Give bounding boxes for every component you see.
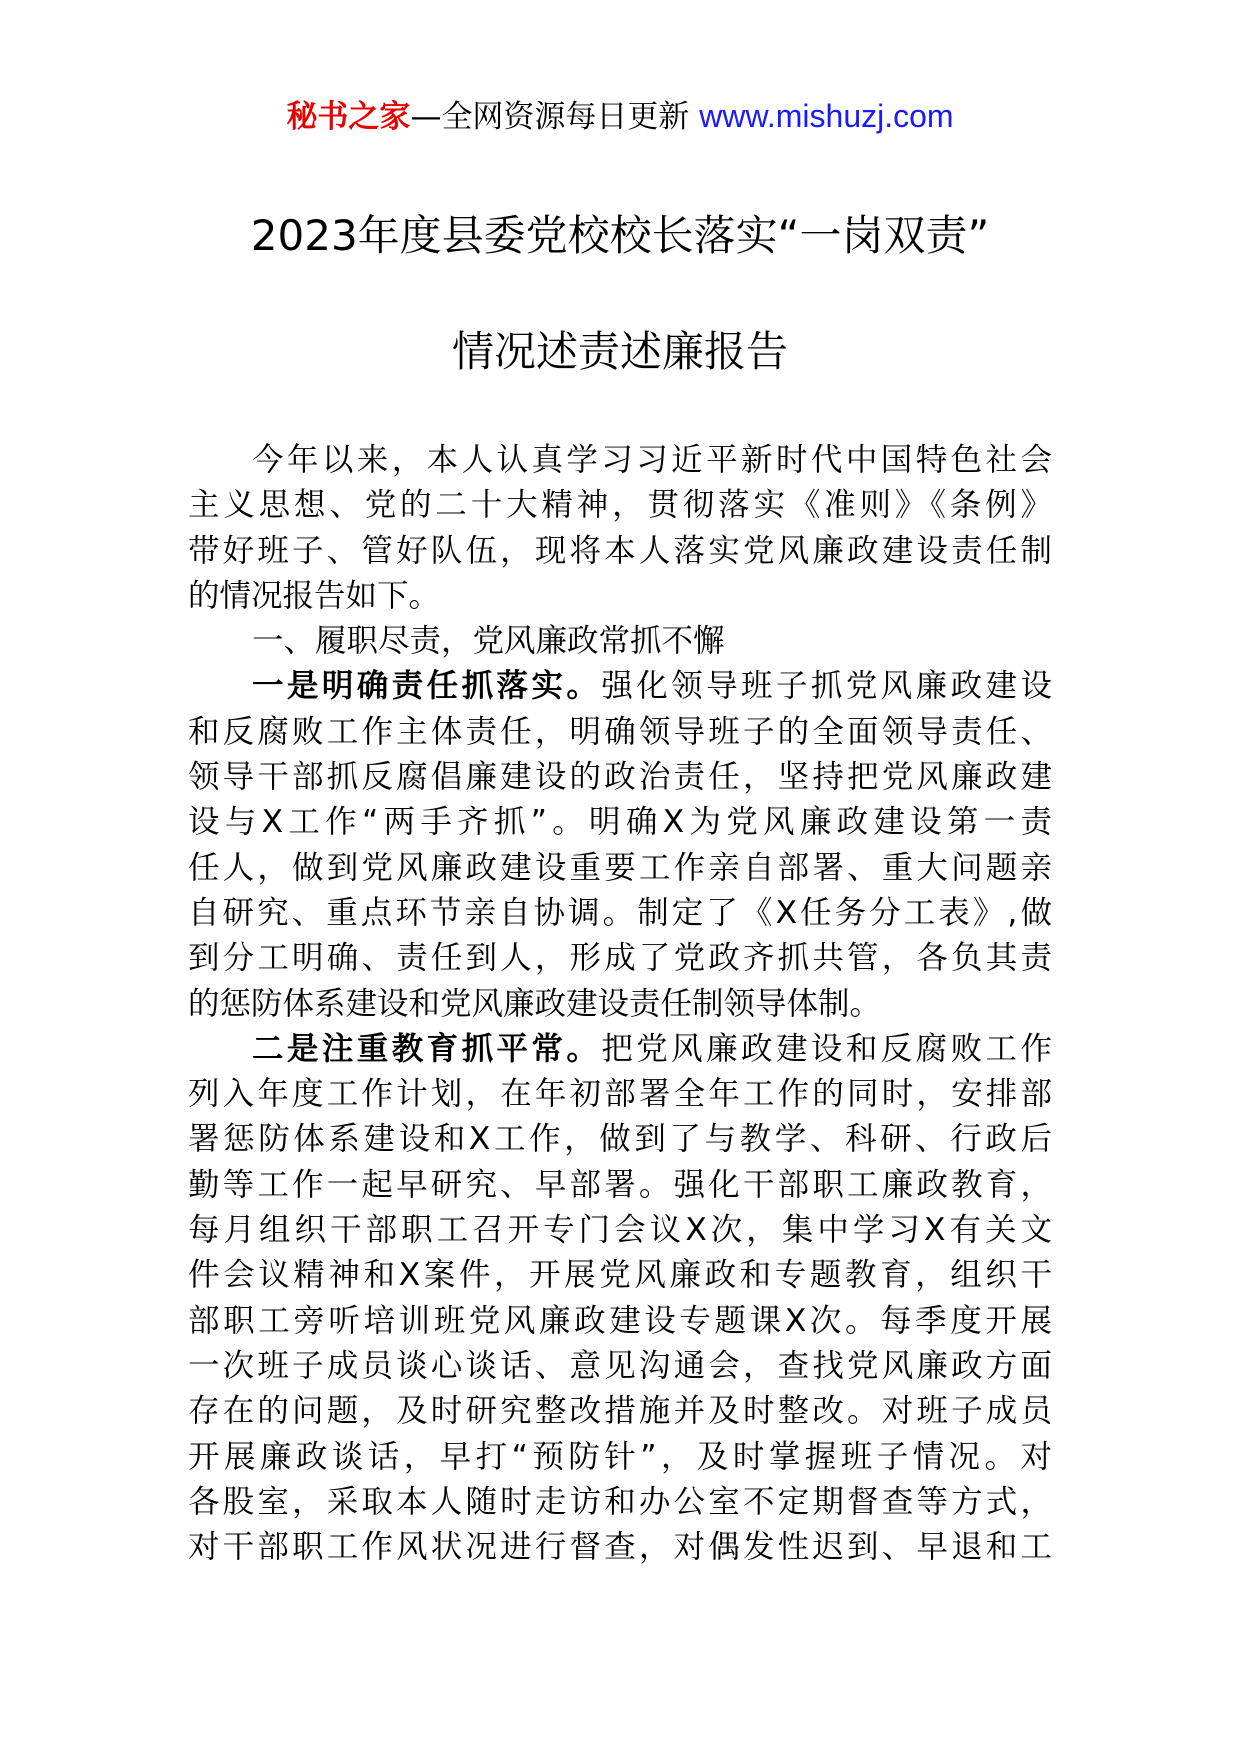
paragraph-1-line: 和反腐败工作主体责任，明确领导班子的全面领导责任、	[188, 713, 1052, 750]
intro-line: 今年以来，本人认真学习习近平新时代中国特色社会	[252, 442, 1052, 478]
paragraph-1-line: 自研究、重点环节亲自协调。制定了《X任务分工表》,做	[188, 894, 1052, 931]
brand-name: 秘书之家	[286, 99, 411, 135]
paragraph-2-first-line	[188, 1027, 1052, 1072]
paragraph-1-first-line-rest: 强化领导班子抓党风廉政建设	[601, 668, 1052, 705]
paragraph-1-line: 任人，做到党风廉政建设重要工作亲自部署、重大问题亲	[188, 849, 1052, 886]
paragraph-1-line: 到分工明确、责任到人，形成了党政齐抓共管，各负其责	[188, 940, 1052, 977]
document-title-line-1: 2023年度县委党校校长落实“一岗双责”	[250, 211, 990, 260]
section-heading: 一、履职尽责，党风廉政常抓不懈	[252, 623, 725, 660]
intro-line: 带好班子、管好队伍，现将本人落实党风廉政建设责任制	[188, 532, 1052, 569]
paragraph-2-first-line-rest: 把党风廉政建设和反腐败工作	[601, 1030, 1052, 1067]
paragraph-2-lead: 二是注重教育抓平常。	[252, 1030, 602, 1067]
intro-line: 主义思想、党的二十大精神，贯彻落实《准则》《条例》	[188, 487, 1052, 524]
paragraph-2-line: 存在的问题，及时研究整改措施并及时整改。对班子成员	[188, 1393, 1052, 1430]
paragraph-2-line: 勤等工作一起早研究、早部署。强化干部职工廉政教育，	[188, 1166, 1052, 1203]
paragraph-1-line: 的惩防体系建设和党风廉政建设责任制领导体制。	[188, 985, 882, 1022]
paragraph-2-line: 件会议精神和X案件，开展党风廉政和专题教育，组织干	[188, 1257, 1052, 1294]
website-link[interactable]: www.mishuzj.com	[699, 98, 954, 134]
paragraph-1-line: 设与X工作“两手齐抓”。明确X为党风廉政建设第一责	[188, 804, 1052, 841]
paragraph-2-line: 署惩防体系建设和X工作，做到了与教学、科研、行政后	[188, 1121, 1052, 1158]
paragraph-2-line: 列入年度工作计划，在年初部署全年工作的同时，安排部	[188, 1076, 1052, 1113]
paragraph-1-line: 领导干部抓反腐倡廉建设的政治责任，坚持把党风廉政建	[188, 759, 1052, 796]
paragraph-2-line: 每月组织干部职工召开专门会议X次，集中学习X有关文	[188, 1212, 1052, 1249]
paragraph-2-line: 各股室，采取本人随时走访和办公室不定期督查等方式，	[188, 1483, 1052, 1520]
paragraph-2-line: 开展廉政谈话，早打“预防针”，及时掌握班子情况。对	[188, 1438, 1052, 1475]
intro-line: 的情况报告如下。	[188, 577, 441, 614]
paragraph-2-line: 对干部职工作风状况进行督查，对偶发性迟到、早退和工	[188, 1529, 1052, 1566]
paragraph-2-line: 部职工旁听培训班党风廉政建设专题课X次。每季度开展	[188, 1302, 1052, 1339]
document-body	[188, 438, 1052, 1570]
document-title-line-2: 情况述责述廉报告	[451, 327, 788, 376]
header-slogan: —全网资源每日更新	[410, 99, 690, 135]
paragraph-2-line: 一次班子成员谈心谈话、意见沟通会，查找党风廉政方面	[188, 1347, 1052, 1384]
paragraph-1-lead: 一是明确责任抓落实。	[252, 668, 602, 705]
site-header	[0, 96, 1240, 137]
paragraph-1-first-line	[188, 664, 1052, 709]
